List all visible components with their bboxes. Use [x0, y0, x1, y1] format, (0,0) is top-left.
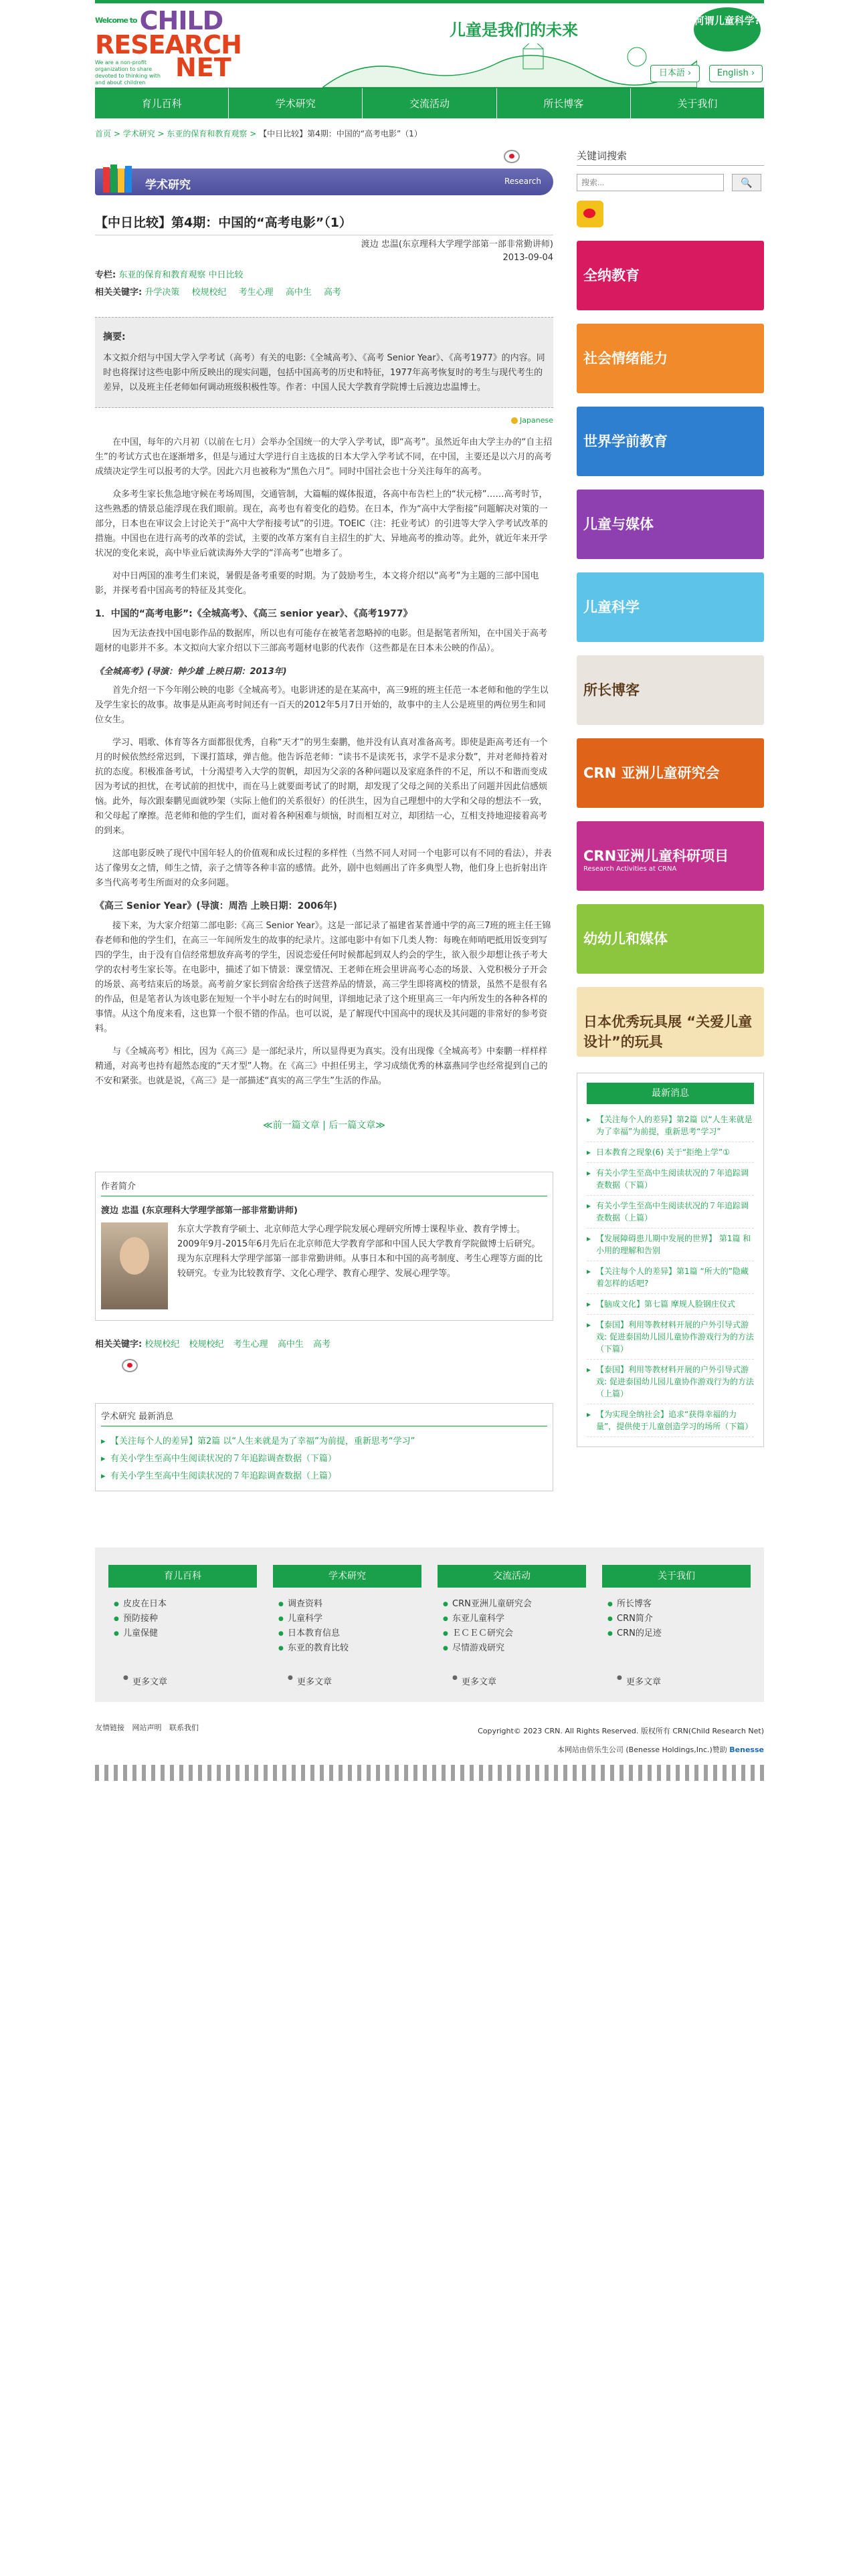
keyword-link[interactable]: 考生心理: [233, 1339, 268, 1350]
keyword-link[interactable]: 校规校纪: [145, 1339, 180, 1350]
keyword-link[interactable]: 校规校纪: [189, 1339, 224, 1350]
keywords-label: 相关关键字:: [95, 288, 142, 298]
breadcrumb: 首页 > 学术研究 > 东亚的保育和教育观察 > 【中日比较】第4期：中国的“高考电影”（1）: [95, 129, 422, 138]
footer-link[interactable]: ● CRN的足迹: [617, 1626, 751, 1641]
author-box: [95, 1172, 553, 1321]
footer-col-heading[interactable]: 交流活动: [438, 1565, 586, 1588]
sidebar: [577, 147, 764, 1491]
footer-link[interactable]: ● 东亚儿童科学: [452, 1612, 586, 1626]
sidebar-banner[interactable]: [577, 821, 764, 891]
body-paragraph: 接下来，为大家介绍第二部电影:《高三 Senior Year》。这是一部记录了福建省某普通中学的高三7班的班主任王锦春老师和他的学生们，在高三一年间所发生的故事的纪录片。这部电影中有如下几类人物：每晚在师哨吧抵用饭变到写四的学生，由于没有自信经常想放弃高考的学生，因说恋爱任何时候都起到双人约会的学生，欲入很少却想让孩子考大学的农村考生家长等。在电影中，描述了如下情景：课堂情况、王老师在班会里讲高考心态的场景、入党积极分子开会的场景、高考结束后的场景。高考前夕家长到宿舍给孩子送营养品的情景，高三学生即将离校的情景，虽然不是很有名的作品，但是笔者认为该电影在短短一个半小时左右的时间里，详细地记录了这个班里高三一年内所发生的各种各样的事情。从这个角度来看，这也算一个很不错的作品。也可以说，是了解现代中国高中的现状及其问题的非常好的参考资料。: [95, 921, 551, 1034]
author-name: 渡边 忠温 (东京理科大学理学部第一部非常勤讲师): [101, 1206, 298, 1216]
column-link[interactable]: 东亚的保育和教育观察 中日比较: [118, 270, 244, 280]
footer-link[interactable]: ● 东亚的教育比较: [288, 1641, 421, 1656]
weibo-share-icon[interactable]: [122, 1359, 138, 1372]
footer-link[interactable]: ● 所长博客: [617, 1597, 751, 1612]
sidebar-banner[interactable]: [577, 241, 764, 310]
body-paragraph: 对中日两国的准考生们来说，暑假是备考重要的时期。为了鼓励考生，本文将介绍以“高考”为主题的三部中国电影，并探考看中国高考的特征及其变化。: [95, 571, 539, 596]
friend-links[interactable]: 友情链接: [95, 1723, 124, 1732]
footer-col-about: [602, 1565, 751, 1687]
research-latest-heading: 学术研究 最新消息: [101, 1409, 547, 1426]
people-silhouette-strip: [95, 1765, 764, 1781]
footer-link[interactable]: ● CRN亚洲儿童研究会: [452, 1597, 586, 1612]
sidebar-banner[interactable]: [577, 490, 764, 559]
body-paragraph: 因为无法查找中国电影作品的数据库，所以也有可能存在被笔者忽略掉的电影。但是据笔者所知，在中国关于高考题材的电影并不多。本文拟向大家介绍以下三部高考题材电影的代表作（这些都是在日本未公映的作品）。: [95, 629, 548, 653]
news-item[interactable]: ▸ 【发展障碍患儿期中发展的世界】 第1篇 和小用的理解和告别: [587, 1228, 754, 1261]
crumb-current: 【中日比较】第4期：中国的“高考电影”（1）: [259, 129, 422, 138]
keywords-row: [95, 286, 553, 300]
banner-subtitle: Research Activities at CRNA: [583, 865, 677, 873]
sidebar-banner[interactable]: [577, 655, 764, 725]
site-statement[interactable]: 网站声明: [132, 1723, 162, 1732]
logo-child: CHILD: [139, 6, 223, 35]
movie1-heading: 《全城高考》(导演：钟少雄 上映日期：2013年): [95, 667, 287, 677]
share-bar: [95, 147, 553, 169]
latest-news-heading: 最新消息: [587, 1083, 754, 1104]
search-input[interactable]: [577, 174, 724, 191]
footer-link[interactable]: ● CRN简介: [617, 1612, 751, 1626]
footer-link[interactable]: ● 儿童科学: [288, 1612, 421, 1626]
footer-link[interactable]: ● 调查资料: [288, 1597, 421, 1612]
footer-link[interactable]: ● ＥＣＥＣ研究会: [452, 1626, 586, 1641]
article-pager: ≪前一篇文章 | 后一篇文章≫: [263, 1120, 385, 1131]
landscape-illustration: [322, 43, 697, 88]
weibo-share-icon[interactable]: [504, 150, 520, 163]
japanese-version-link[interactable]: Japanese: [95, 416, 553, 425]
author-photo: [101, 1222, 168, 1309]
footer-col-research: [273, 1565, 421, 1687]
bottom-bar: [95, 1722, 764, 1759]
body-paragraph: 在中国，每年的六月初（以前在七月）会举办全国统一的大学入学考试，即“高考”。虽然近年由大学主办的“自主招生”的考试方式也在逐渐增多，但是与通过大学进行自主选拔的日本大学入学考试不同，在中国，主要还是以六月的高考成绩决定学生可以报考的大学。因此六月也被称为“黑色六月”。同时中国社会也十分关注每年的高考。: [95, 437, 553, 477]
benesse-logo[interactable]: Benesse: [729, 1745, 764, 1754]
news-item[interactable]: ▸ 有关小学生至高中生阅读状况的７年追踪调查数据（上篇）: [587, 1196, 754, 1228]
footer-link[interactable]: ● 皮皮在日本: [123, 1597, 257, 1612]
nav-parenting[interactable]: 育儿百科: [95, 88, 229, 118]
books-icon: [102, 163, 135, 194]
footer-more-link[interactable]: ● 更多文章: [462, 1675, 586, 1687]
column-label: 专栏:: [95, 270, 116, 280]
keyword-link[interactable]: 高考: [312, 1339, 330, 1350]
sidebar-banner[interactable]: [577, 407, 764, 476]
news-item[interactable]: ▸ 【泰国】利用等教材料开展的户外引导式游戏: 促进泰国幼儿园儿童协作游戏行为的方法（上篇）: [587, 1360, 754, 1404]
banner-title: CRN 亚洲儿童研究会: [583, 765, 720, 781]
banner-title: 儿童科学: [583, 599, 640, 615]
header-banner: [322, 3, 764, 88]
sidebar-banner[interactable]: [577, 324, 764, 393]
article-title: 【中日比较】第4期：中国的“高考电影”（1）: [95, 213, 553, 235]
weibo-icon[interactable]: [577, 201, 603, 227]
footer-link[interactable]: ● 日本教育信息: [288, 1626, 421, 1641]
nav-research[interactable]: 学术研究: [229, 88, 363, 118]
subheading: 1．中国的“高考电影”:《全城高考》、《高三 senior year》、《高考1977》: [95, 609, 413, 619]
news-item[interactable]: ▸ 【泰国】利用等教材料开展的户外引导式游戏: 促进泰国幼儿园儿童协作游戏行为的方法（下篇）: [587, 1315, 754, 1360]
search-button[interactable]: 🔍: [732, 174, 761, 191]
sidebar-banner[interactable]: [577, 572, 764, 642]
logo-line1: Welcome to: [95, 16, 137, 25]
article-date: 2013-09-04: [502, 253, 553, 263]
footer-more-link[interactable]: ● 更多文章: [132, 1675, 257, 1687]
share-bar-bottom: [95, 1350, 553, 1376]
news-item[interactable]: ▸ 【关注每个人的差异】第1篇 “所大的”隐藏着怎样的话吧?: [587, 1261, 754, 1294]
abstract-title: 摘要:: [103, 332, 126, 342]
lang-english-label: English: [717, 68, 749, 78]
banner-title: 社会情绪能力: [583, 350, 668, 366]
header-slogan: 儿童是我们的未来: [450, 21, 578, 39]
logo-tagline: We are a non-profit organization to share devoted to thinking with and about children: [95, 60, 161, 86]
footer-col-heading[interactable]: 育儿百科: [108, 1565, 257, 1588]
banner-title: 全纳教育: [583, 267, 640, 284]
latest-news-box: [577, 1073, 764, 1447]
abstract-box: [95, 317, 553, 408]
latest-item[interactable]: ▸ 有关小学生至高中生阅读状况的７年追踪调查数据（上篇）: [101, 1468, 547, 1485]
section-title: 学术研究: [145, 179, 191, 192]
body-paragraph: 这部电影反映了现代中国年轻人的价值观和成长过程的多样性（当然不同人对同一个电影可以有不同的看法），并表达了像男女之情，师生之情，亲子之情等各种丰富的感情。此外，剧中也刻画出了许多典型人物，他们身上也折射出许多当代高考考生所面对的众多问题。: [95, 849, 552, 888]
sponsor-text: 本网站由倍乐生公司 (Benesse Holdings,Inc.)赞助: [557, 1745, 727, 1754]
logo-research: RESEARCH: [95, 30, 242, 60]
keywords-label: 相关关键字:: [95, 1339, 142, 1350]
banner-title: 儿童与媒体: [583, 516, 654, 532]
banner-list: [577, 241, 764, 1057]
abstract-text: 本文拟介绍与中国大学入学考试（高考）有关的电影:《全城高考》、《高考 Senior Year》、《高考1977》的内容。同时也将探讨这些电影中所反映出的现实问题，包括中国高考的历史和特征，1977年高考恢复时的考生与现代考生的差异，以及班主任老师如何调动班级积极性等。作者：中国人民大学教育学院博士后渡边忠温博士。: [103, 353, 545, 393]
movie2-heading: 《高三 Senior Year》(导演：周浩 上映日期：2006年): [95, 901, 337, 911]
nav-exchange[interactable]: 交流活动: [363, 88, 496, 118]
keywords-row-bottom: [95, 1337, 553, 1350]
site-header: [95, 3, 764, 88]
latest-item[interactable]: ▸ 有关小学生至高中生阅读状况的７年追踪调查数据（下篇）: [101, 1451, 547, 1468]
footer-more-link[interactable]: ● 更多文章: [297, 1675, 421, 1687]
article-author: 渡边 忠温(东京理科大学理学部第一部非常勤讲师): [361, 239, 553, 249]
main-nav: [95, 88, 764, 118]
author-bio: 东京大学教育学硕士、北京师范大学心理学院发展心理研究所博士课程毕业、教育学博士。2009年9月-2015年6月先后在北京师范大学教育学部和中国人民大学教育学院做博士后研究。现为东京理科大学理学部第一部非常勤讲师。从事日本和中国的高考制度、考生心理等方面的比较研究。专业为比较教育学、文化心理学、教育心理学、发展心理学等。: [177, 1224, 543, 1279]
lang-japanese-button[interactable]: 日本語 ›: [650, 65, 700, 82]
banner-title: 日本优秀玩具展 “关爱儿童设计”的玩具: [583, 1014, 753, 1050]
body-paragraph: 学习、唱歌、体育等各方面都很优秀，自称“天才”的男生秦鹏，他并没有认真对准备高考。即使是距高考还有一个月的时候依然经常迟到，下课打篮球，弹吉他。他告诉范老师：“读书不是读死书，求学不是求分数”，并对老师持着对抗的态度。积极准备考试，十分渴望考入大学的贺帆，却因为父亲的各种问题以及家庭条件的不足，所以不和谐而变成因为考试的担忧，在考试前的担忧中，而在马上就要面考试了的时期，却发现了父母之间的关系出了问题并因此信感烦恼。此外，每次跟秦鹏见面就吵架（实际上他们的关系很好）的任洪生，因为自己理想中的大学和父母的想法不一致，和父母起了摩擦。范老师和他的学生们，面对着各种困难与烦恼，时而相互对立，却团结一心，互相支持地迎接着高考的到来。: [95, 738, 548, 836]
contact-us[interactable]: 联系我们: [169, 1723, 199, 1732]
keyword-link[interactable]: 考生心理: [238, 288, 274, 298]
sidebar-banner[interactable]: [577, 987, 764, 1057]
banner-title: 所长博客: [583, 682, 640, 698]
body-paragraph: 与《全城高考》相比，因为《高三》是一部纪录片，所以显得更为真实。没有出现像《全城高考》中秦鹏一样样样精通，对高考也持有超然态度的“天才型”人物。在《高三》中担任男主，学习成绩优秀的林嘉燕同学也经常提到自己的不安和紧张。也就是说，《高三》是一部描述“真实的高三学生”生活的作品。: [95, 1047, 548, 1086]
logo-net: NET: [175, 53, 231, 82]
banner-title: 幼幼儿和媒体: [583, 931, 668, 947]
news-item[interactable]: ▸ 【为实现全纳社会】追求“获得幸福的力量”，提供使于儿童创造学习的场所（下篇）: [587, 1404, 754, 1437]
copyright-text: Copyright© 2023 CRN. All Rights Reserved. 版权所有 CRN(Child Research Net): [478, 1727, 764, 1735]
lang-english-button[interactable]: English ›: [709, 65, 763, 82]
banner-title: 世界学前教育: [583, 433, 668, 449]
footer-link[interactable]: ● 预防接种: [123, 1612, 257, 1626]
sidebar-banner[interactable]: [577, 904, 764, 974]
prev-article-link[interactable]: ≪前一篇文章: [263, 1120, 320, 1131]
what-is-child-science-bubble[interactable]: 何谓儿童科学?: [694, 7, 761, 51]
column-row: [95, 269, 553, 282]
banner-title: CRN亚洲儿童科研项目: [583, 848, 729, 864]
crumb-research[interactable]: 学术研究: [122, 129, 155, 138]
footer-col-heading[interactable]: 关于我们: [602, 1565, 751, 1588]
section-header: [95, 169, 553, 195]
footer-more-link[interactable]: ● 更多文章: [626, 1675, 751, 1687]
site-logo[interactable]: [95, 6, 249, 86]
section-title-en: Research: [504, 177, 541, 186]
keyword-link[interactable]: 高考: [323, 288, 341, 298]
author-box-heading: 作者简介: [101, 1179, 547, 1196]
lang-japanese-label: 日本語: [658, 68, 685, 78]
footer-link[interactable]: ● 儿童保健: [123, 1626, 257, 1641]
keyword-link[interactable]: 高中生: [277, 1339, 304, 1350]
body-paragraph: 众多考生家长焦急地守候在考场周围，交通管制，大篇幅的媒体报道，各高中布告栏上的“状元榜”……高考时节，这些熟悉的情景总能浮现在我们眼前。现在，高考也有着变化的趋势。在日本，作为“高中大学衔接”问题解决对策的一部分，日本也在审议会上讨论关于“高中大学衔接考试”的引进。TOEIC（注：托业考试）的引进等大学入学考试改革的措施。中国也在进行高考的改革的尝试，主要的改革方案有自主招生的扩大、异地高考的推动等。此外，就近年来开学状况的变化来说，高中毕业后就读海外大学的“洋高考”也增多了。: [95, 490, 548, 558]
nav-director-blog[interactable]: 所长博客: [497, 88, 631, 118]
news-item[interactable]: ▸ 有关小学生至高中生阅读状况的７年追踪调查数据（下篇）: [587, 1163, 754, 1196]
nav-about[interactable]: 关于我们: [677, 98, 718, 110]
search-form: [577, 174, 764, 191]
keyword-link[interactable]: 高中生: [285, 288, 312, 298]
research-latest-box: [95, 1403, 553, 1491]
footer-col-parenting: [108, 1565, 257, 1687]
crumb-home[interactable]: 首页: [95, 129, 112, 138]
footer-col-exchange: [438, 1565, 586, 1687]
latest-item[interactable]: ▸ 【关注每个人的差异】第2篇 以“人生来就是为了幸福”为前提，重新思考“学习”: [101, 1433, 547, 1451]
body-paragraph: 首先介绍一下今年刚公映的电影《全城高考》。电影讲述的是在某高中，高三9班的班主任范一本老师和他的学生以及学生家长的故事。故事是从距高考时间还有一百天的2012年5月7日开始的，故事中的主人公是班里的两位男生和同位女生。: [95, 685, 549, 725]
footer-link[interactable]: ● 尽情游戏研究: [452, 1641, 586, 1656]
news-item[interactable]: ▸ 【脑成文化】第七篇 摩规人脸钢庄仪式: [587, 1294, 754, 1315]
keyword-link[interactable]: 校规校纪: [191, 288, 227, 298]
sidebar-banner[interactable]: [577, 738, 764, 808]
article-body: [95, 435, 553, 1089]
footer-col-heading[interactable]: 学术研究: [273, 1565, 421, 1588]
news-item[interactable]: ▸ 【关注每个人的差异】第2篇 以“人生来就是为了幸福”为前提，重新思考“学习”: [587, 1109, 754, 1142]
keyword-link[interactable]: 升学决策: [145, 288, 180, 298]
keyword-search-heading: 关键词搜索: [577, 148, 764, 166]
article-meta: [95, 238, 553, 265]
site-footer: [95, 1547, 764, 1702]
main-column: [95, 147, 553, 1491]
crumb-east-asia[interactable]: 东亚的保育和教育观察: [167, 129, 248, 138]
news-item[interactable]: ▸ 日本教育之现象(6) 关于“拒绝上学”①: [587, 1142, 754, 1163]
next-article-link[interactable]: 后一篇文章≫: [328, 1120, 385, 1131]
